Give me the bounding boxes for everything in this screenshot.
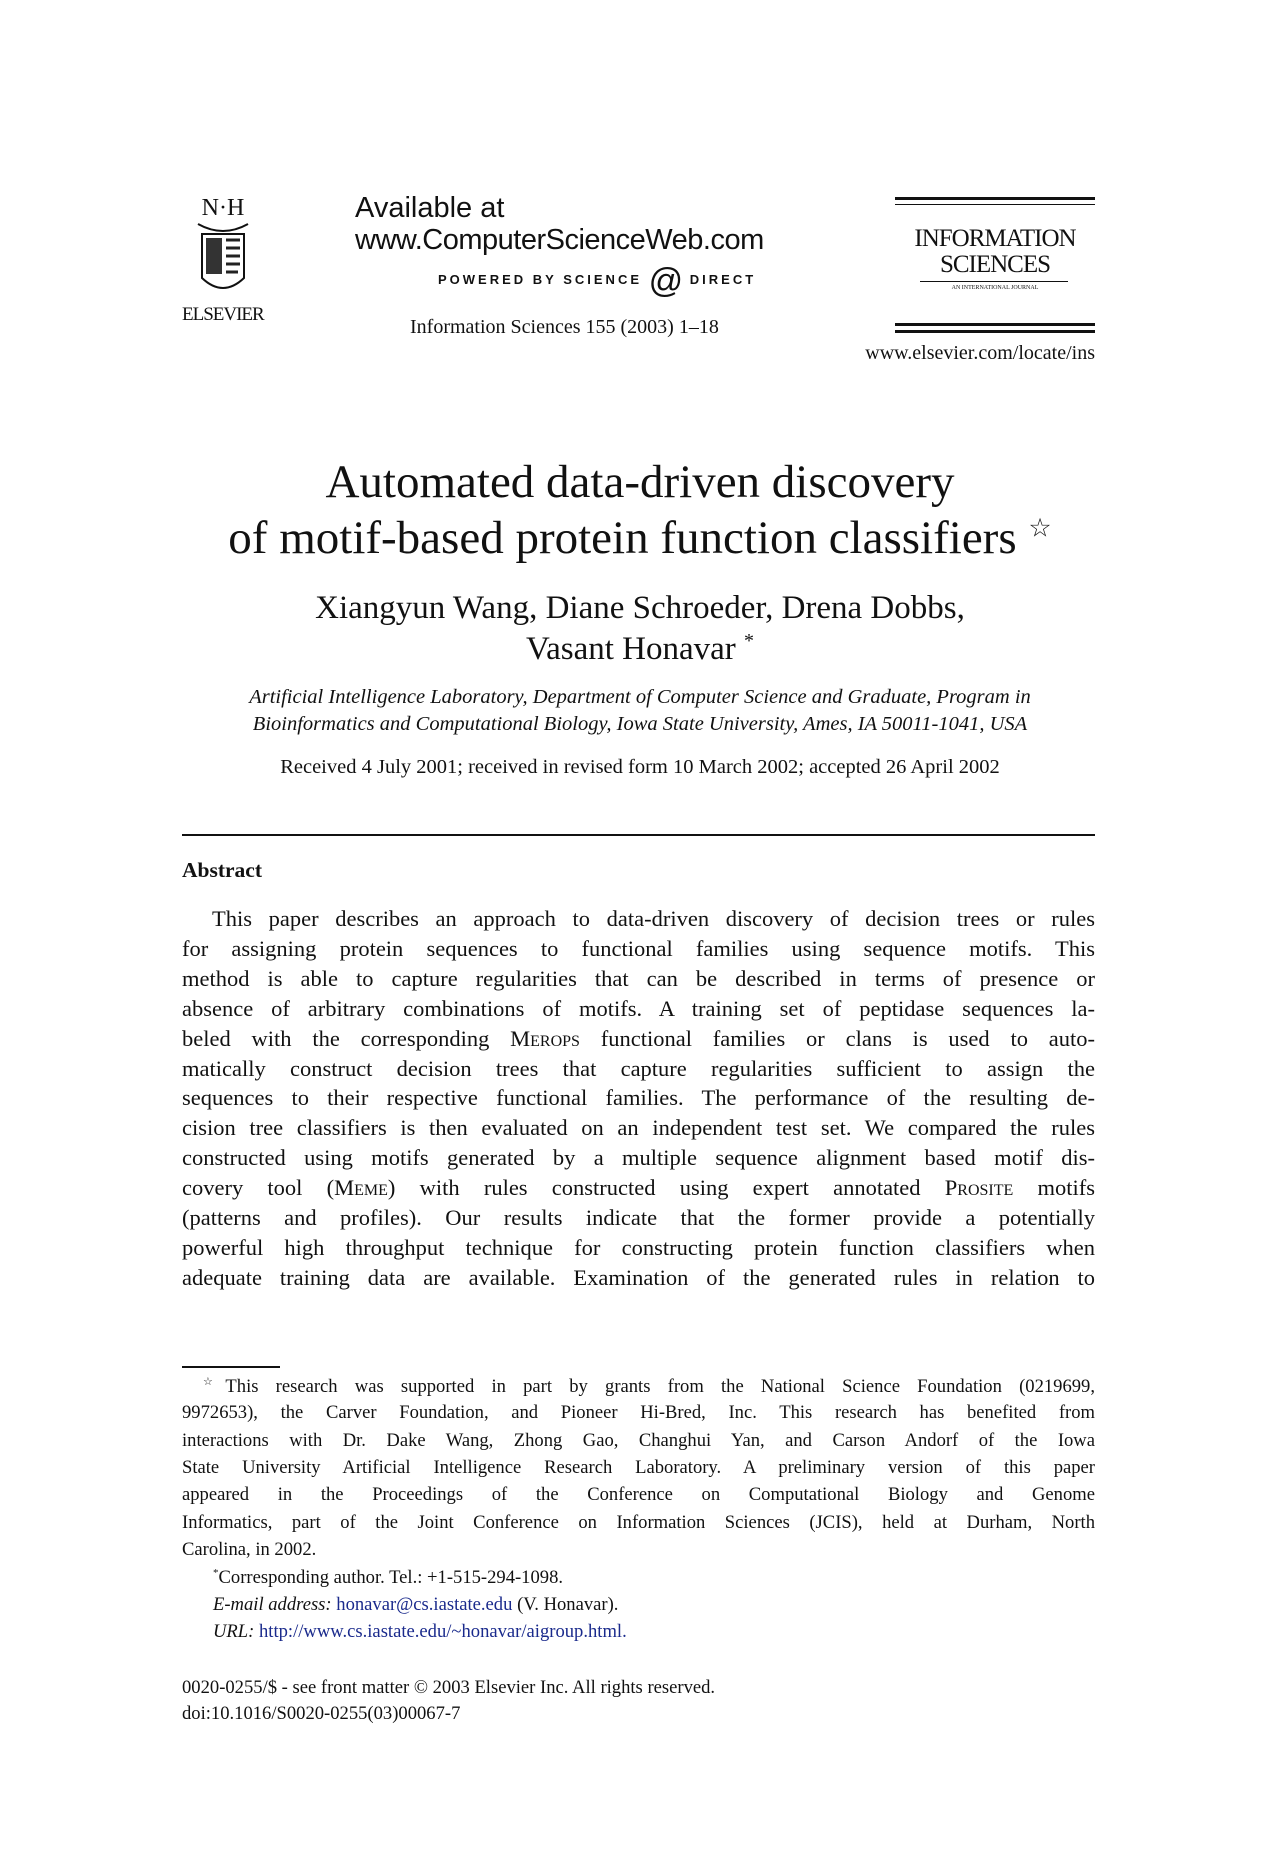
authors-line1: Xiangyun Wang, Diane Schroeder, Drena Dobbs, — [315, 590, 965, 626]
abstract-line: method is able to capture regularities that can be described in terms of presence or — [182, 965, 1095, 991]
abstract-line: absence of arbitrary combinations of motifs. A training set of peptidase sequences la- — [182, 995, 1095, 1021]
corresponding-footnote — [213, 1567, 563, 1589]
powered-by-sciencedirect — [438, 262, 756, 301]
paper-title-line2 — [0, 511, 1280, 565]
journal-citation: Information Sciences 155 (2003) 1–18 — [410, 316, 719, 338]
journal-logo-sub: AN INTERNATIONAL JOURNAL — [951, 285, 1039, 291]
header-rule — [182, 834, 1095, 836]
authors-line2 — [0, 630, 1280, 668]
copyright-line: 0020-0255/$ - see front matter © 2003 Elsevier Inc. All rights reserved. — [182, 1677, 716, 1698]
url-label: URL: — [213, 1621, 255, 1642]
corresponding-text: Corresponding author. Tel.: +1-515-294-1098. — [218, 1567, 564, 1589]
abstract-line: powerful high throughput technique for constructing protein function classifiers when — [182, 1234, 1095, 1260]
funding-footnote-line: ☆This research was supported in part by grants from the National Science Foundation (0219699, — [203, 1376, 1095, 1398]
title-footnote-star[interactable]: ☆ — [1028, 513, 1052, 543]
journal-logo-line1: INFORMATION — [914, 225, 1076, 252]
publisher-name: ELSEVIER — [182, 304, 264, 325]
abstract-line: sequences to their respective functional families. The performance of the resulting de- — [182, 1085, 1095, 1111]
abstract-line: beled with the corresponding Merops functional families or clans is used to auto- — [182, 1025, 1096, 1051]
abstract-line: cision tree classifiers is then evaluated on an independent test set. We compared the rules — [182, 1115, 1095, 1141]
funding-footnote-line: Informatics, part of the Joint Conference on Information Sciences (JCIS), held at Durham, North — [182, 1511, 1095, 1533]
email-suffix: (V. Honavar). — [517, 1594, 619, 1615]
received-dates: Received 4 July 2001; received in revised form 10 March 2002; accepted 26 April 2002 — [280, 756, 1000, 778]
elsevier-tree-emblem-icon — [182, 220, 264, 300]
footnote-rule — [182, 1366, 280, 1368]
funding-footnote-line: Carolina, in 2002. — [182, 1538, 317, 1560]
corresponding-mark[interactable]: * — [744, 630, 755, 652]
abstract-line: covery tool (Meme) with rules constructed using expert annotated Prosite motifs — [182, 1175, 1095, 1201]
direct-text: DIRECT — [689, 272, 757, 287]
available-at: Available at — [355, 192, 505, 224]
abstract-line: constructed using motifs generated by a multiple sequence alignment based motif dis- — [182, 1145, 1095, 1171]
doi-line: doi:10.1016/S0020-0255(03)00067-7 — [182, 1703, 461, 1724]
funding-footnote-line: interactions with Dr. Dake Wang, Zhong Gao, Changhui Yan, and Carson Andorf of the Iowa — [182, 1429, 1095, 1451]
funding-footnote-line: State University Artificial Intelligence Research Laboratory. A preliminary version of this paper — [182, 1456, 1095, 1478]
affiliation-line1: Artificial Intelligence Laboratory, Department of Computer Science and Graduate, Program in — [249, 686, 1031, 708]
abstract-line: for assigning protein sequences to functional families using sequence motifs. This — [182, 935, 1095, 961]
site-name: www.ComputerScienceWeb.com — [355, 224, 764, 256]
abstract-line: This paper describes an approach to data-driven discovery of decision trees or rules — [212, 906, 1095, 931]
title-text: of motif-based protein function classifiers — [228, 512, 1017, 564]
email-footnote — [213, 1594, 618, 1616]
journal-logo-line2: SCIENCES — [939, 251, 1051, 278]
funding-footnote-line: appeared in the Proceedings of the Conference on Computational Biology and Genome — [182, 1484, 1095, 1506]
paper-title-line1: Automated data-driven discovery — [325, 456, 955, 508]
affiliation-line2: Bioinformatics and Computational Biology, Iowa State University, Ames, IA 50011-1041, USA — [252, 713, 1028, 735]
funding-footnote-line: 9972653), the Carver Foundation, and Pioneer Hi-Bred, Inc. This research has benefited from — [182, 1402, 1095, 1424]
email-link[interactable]: honavar@cs.iastate.edu — [336, 1594, 513, 1615]
footnote-star: ☆ — [203, 1376, 226, 1388]
url-footnote — [213, 1621, 627, 1643]
corr-mark: * — [213, 1567, 219, 1579]
url-link[interactable]: http://www.cs.iastate.edu/~honavar/aigroup.html. — [258, 1621, 627, 1642]
nh-monogram: N·H — [201, 195, 245, 221]
abstract-heading: Abstract — [182, 858, 263, 882]
abstract-line: (patterns and profiles). Our results indicate that the former provide a potentially — [182, 1205, 1095, 1230]
abstract-line: adequate training data are available. Examination of the generated rules in relation to — [182, 1264, 1095, 1290]
powered-by-text: POWERED BY SCIENCE — [438, 272, 643, 287]
abstract-line: matically construct decision trees that capture regularities sufficient to assign the — [182, 1055, 1095, 1081]
author-name: Vasant Honavar — [525, 631, 736, 667]
elsevier-logo — [182, 196, 282, 341]
at-logo-icon: @ — [648, 262, 684, 300]
email-label: E-mail address: — [213, 1594, 332, 1615]
journal-logo — [895, 197, 1095, 332]
journal-url[interactable]: www.elsevier.com/locate/ins — [865, 342, 1095, 364]
